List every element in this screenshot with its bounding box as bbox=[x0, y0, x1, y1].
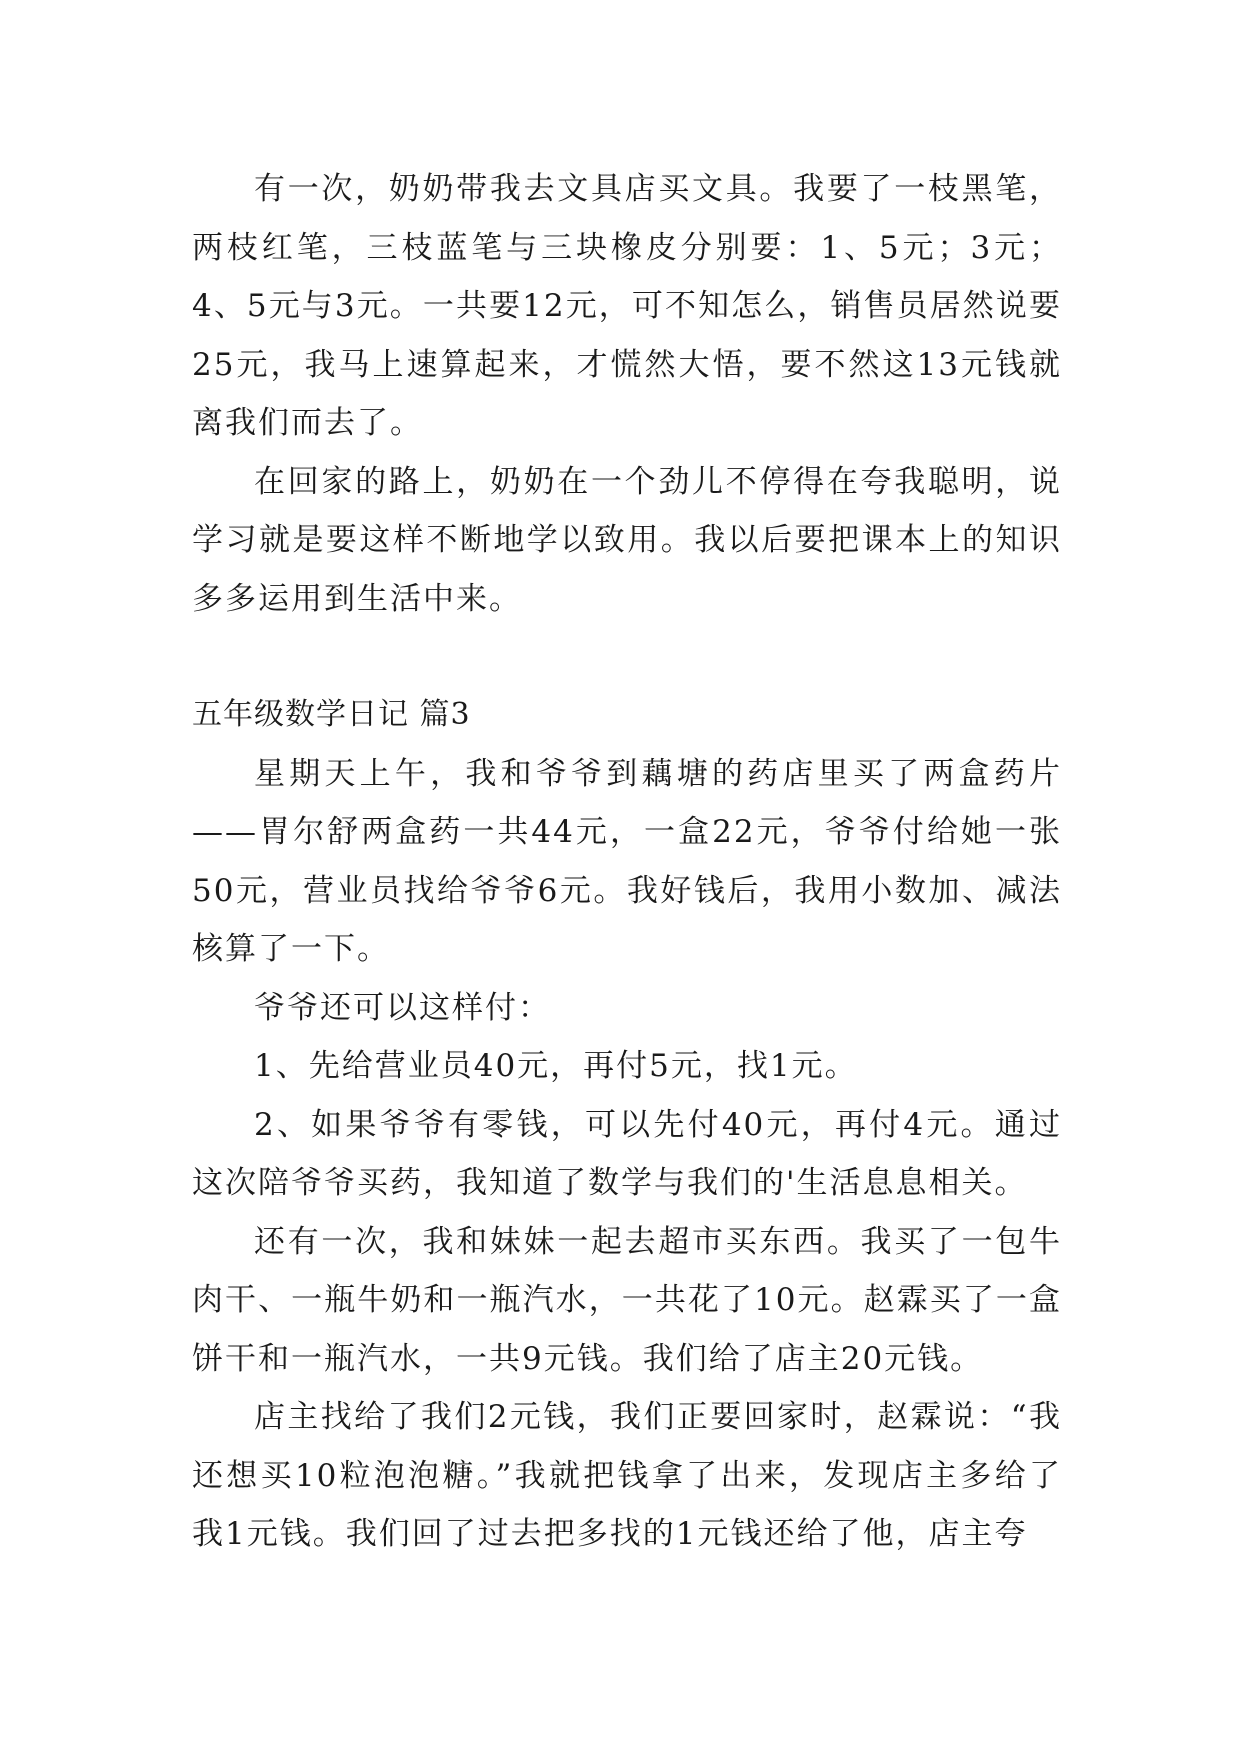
paragraph: 爷爷还可以这样付： bbox=[254, 989, 551, 1026]
paragraph: 有一次，奶奶带我去文具店买文具。我要了一枝黑笔，两枝红笔，三枝蓝笔与三块橡皮分别要：1、5元；3元；4、5元与3元。一共要12元，可不知怎么，销售员居然说要25元，我马上速算起来，才慌然大悟，要不然这13元钱就离我们而去了。 bbox=[192, 171, 1062, 441]
paragraph: 在回家的路上，奶奶在一个劲儿不停得在夸我聪明，说学习就是要这样不断地学以致用。我以后要把课本上的知识多多运用到生活中来。 bbox=[192, 463, 1062, 617]
section-heading: 五年级数学日记 篇3 bbox=[192, 697, 471, 732]
paragraph: 2、如果爷爷有零钱，可以先付40元，再付4元。通过这次陪爷爷买药，我知道了数学与我们的'生活息息相关。 bbox=[192, 1106, 1062, 1201]
paragraph: 店主找给了我们2元钱，我们正要回家时，赵霖说：“我还想买10粒泡泡糖。”我就把钱拿了出来，发现店主多给了我1元钱。我们回了过去把多找的1元钱还给了他，店主夸 bbox=[192, 1399, 1062, 1552]
document-body bbox=[192, 160, 1062, 1564]
paragraph: 还有一次，我和妹妹一起去超市买东西。我买了一包牛肉干、一瓶牛奶和一瓶汽水，一共花了10元。赵霖买了一盒饼干和一瓶汽水，一共9元钱。我们给了店主20元钱。 bbox=[192, 1223, 1062, 1377]
paragraph: 1、先给营业员40元，再付5元，找1元。 bbox=[254, 1048, 858, 1084]
paragraph: 星期天上午，我和爷爷到藕塘的药店里买了两盒药片——胃尔舒两盒药一共44元，一盒22元，爷爷付给她一张50元，营业员找给爷爷6元。我好钱后，我用小数加、减法核算了一下。 bbox=[192, 755, 1062, 967]
